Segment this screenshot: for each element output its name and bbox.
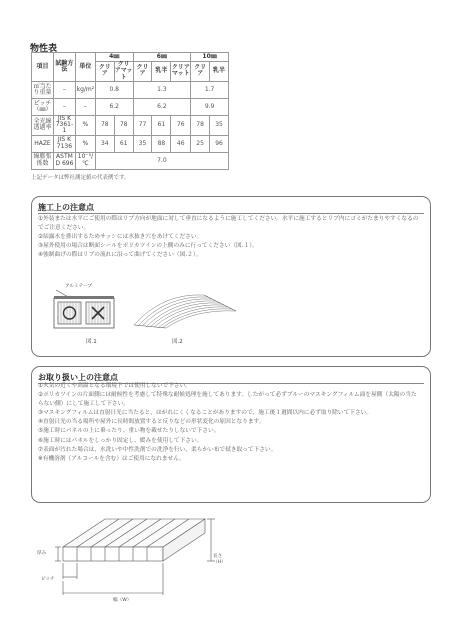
row-value: 78 [191, 115, 210, 135]
row-method: – [53, 81, 75, 98]
row-value: 0.8 [95, 81, 133, 98]
header-item: 項目 [32, 53, 54, 82]
list-item: ④強制曲げの際はリブの流れに沿って曲げてください（図.２）。 [38, 252, 202, 259]
table-row [32, 152, 229, 169]
row-value: 88 [152, 135, 171, 152]
row-unit: kg/m² [75, 81, 95, 98]
header-thickness-6mm: 6㎜ [133, 53, 191, 62]
title-divider [38, 213, 424, 214]
row-value: 1.7 [191, 81, 229, 98]
header-sub: 乳半 [152, 62, 171, 82]
construction-notes-box [31, 196, 431, 357]
row-method: JIS K 7361-1 [53, 115, 75, 135]
row-value: 96 [210, 135, 229, 152]
row-label: ピッチ（㎜） [32, 98, 54, 115]
panel-section-diagram [35, 515, 220, 605]
row-value: 78 [114, 115, 133, 135]
row-value: 6.2 [133, 98, 191, 115]
row-label: 線膨張係数 [32, 152, 54, 169]
row-method: JIS K 7136 [53, 135, 75, 152]
properties-table [31, 52, 229, 170]
figure-2-curved-panel-illustration [132, 289, 240, 329]
table-row [32, 135, 229, 152]
width-label: 幅（W） [113, 598, 132, 603]
header-sub: クリア [95, 62, 114, 82]
construction-notes-title: 施工上の注意点 [38, 203, 94, 212]
list-item: ①外装または水平にご使用の際はリブ方向が地面に対して垂直になるように施工してください。水平に施工するとリブ内にゴミがたまりやすくなるのでご注意ください。 [38, 216, 419, 232]
row-unit: – [75, 98, 95, 115]
row-value: 7.0 [95, 152, 228, 169]
row-value: 1.3 [133, 81, 191, 98]
figure-1-caption: 図.1 [86, 339, 97, 345]
row-unit: % [75, 135, 95, 152]
list-item: ⑤施工時にパネルの上に乗ったり、重い物を載せたりしないで下さい。 [38, 428, 220, 435]
header-sub: 乳半 [210, 62, 229, 82]
header-sub: クリア [191, 62, 210, 82]
handling-notes-box [31, 366, 431, 503]
row-value: 6.2 [95, 98, 133, 115]
row-value: 76 [171, 115, 191, 135]
thickness-label: 厚み [37, 551, 47, 556]
pitch-label: ピッチ [41, 577, 55, 582]
row-value: 61 [152, 115, 171, 135]
header-sub: クリアマット [114, 61, 133, 81]
handling-notes-list [38, 382, 422, 464]
row-value: 35 [133, 135, 152, 152]
header-thickness-4mm: 4㎜ [95, 53, 133, 62]
construction-notes-list [38, 215, 422, 260]
header-unit: 単位 [75, 53, 95, 82]
handling-notes-title: お取り扱い上の注意点 [38, 373, 118, 382]
list-item: ①火気の近くや高温となる環境下では使用しないで下さい。 [38, 383, 191, 389]
row-value: 77 [133, 115, 152, 135]
table-row [32, 81, 229, 98]
row-label: ㎡当たり重量 [32, 81, 54, 98]
row-value: 61 [114, 135, 133, 152]
list-item: ⑦表面が汚れた場合は、水洗いや中性洗剤での洗浄を行い、柔らかい布で拭き取って下さい。 [38, 446, 277, 453]
figure-1-sash-illustration [50, 282, 120, 330]
row-value: 78 [95, 115, 114, 135]
length-label: 長さ（H） [213, 554, 226, 565]
header-thickness-10mm: 10㎜ [191, 53, 229, 62]
row-value: 46 [171, 135, 191, 152]
list-item: ②結露水を排出するためサッシには水抜き穴をあけてください。 [38, 234, 203, 241]
table-row [32, 115, 229, 135]
row-value: 25 [191, 135, 210, 152]
row-method: – [53, 98, 75, 115]
properties-heading: 物性表 [30, 44, 58, 54]
row-value: 35 [210, 115, 229, 135]
list-item: ④直射日光の当る場所や屋外に長時間放置すると反りなどの形状変化の原因となります。 [38, 419, 265, 426]
list-item: ⑥施工時にはパネルをしっかり固定し、緩みを使用して下さい。 [38, 437, 203, 444]
list-item: ③屋外使用の場合は断面シールをポリカツインの上側のみに行ってください（図.１）。 [38, 243, 258, 250]
list-item: ③マスキングフィルムは直射日光に当たると、はがれにくくなることがありますので、施工後１週間以内に必ず取り除いて下さい。 [38, 410, 373, 417]
row-value: 9.9 [191, 98, 229, 115]
table-row [32, 98, 229, 115]
figure-2-caption: 図.2 [172, 339, 183, 345]
header-sub: クリアマット [171, 62, 191, 82]
row-method: ASTM D 696 [53, 152, 75, 169]
list-item: ※有機溶剤（アルコールを含む）はご使用になれません。 [38, 455, 185, 462]
table-note: 上記データは弊社測定値の代表例です。 [31, 175, 130, 181]
row-value: 34 [95, 135, 114, 152]
header-method: 試験方法 [53, 53, 75, 82]
figure-1-tape-label: アルミテープ [65, 284, 93, 289]
header-sub: クリア [133, 62, 152, 82]
row-unit: % [75, 115, 95, 135]
row-unit: 10⁻⁵/℃ [75, 152, 95, 169]
row-label: 全光線透過率 [32, 115, 54, 135]
list-item: ②ポリカツインの片面側には耐候性を考慮して特殊な耐候処理を施してあります。したがって必ずブルーのマスキングフィルム面を屋側（太陽の当たらない側）にして施工して下さい。 [38, 392, 417, 408]
row-label: HAZE [32, 135, 54, 152]
